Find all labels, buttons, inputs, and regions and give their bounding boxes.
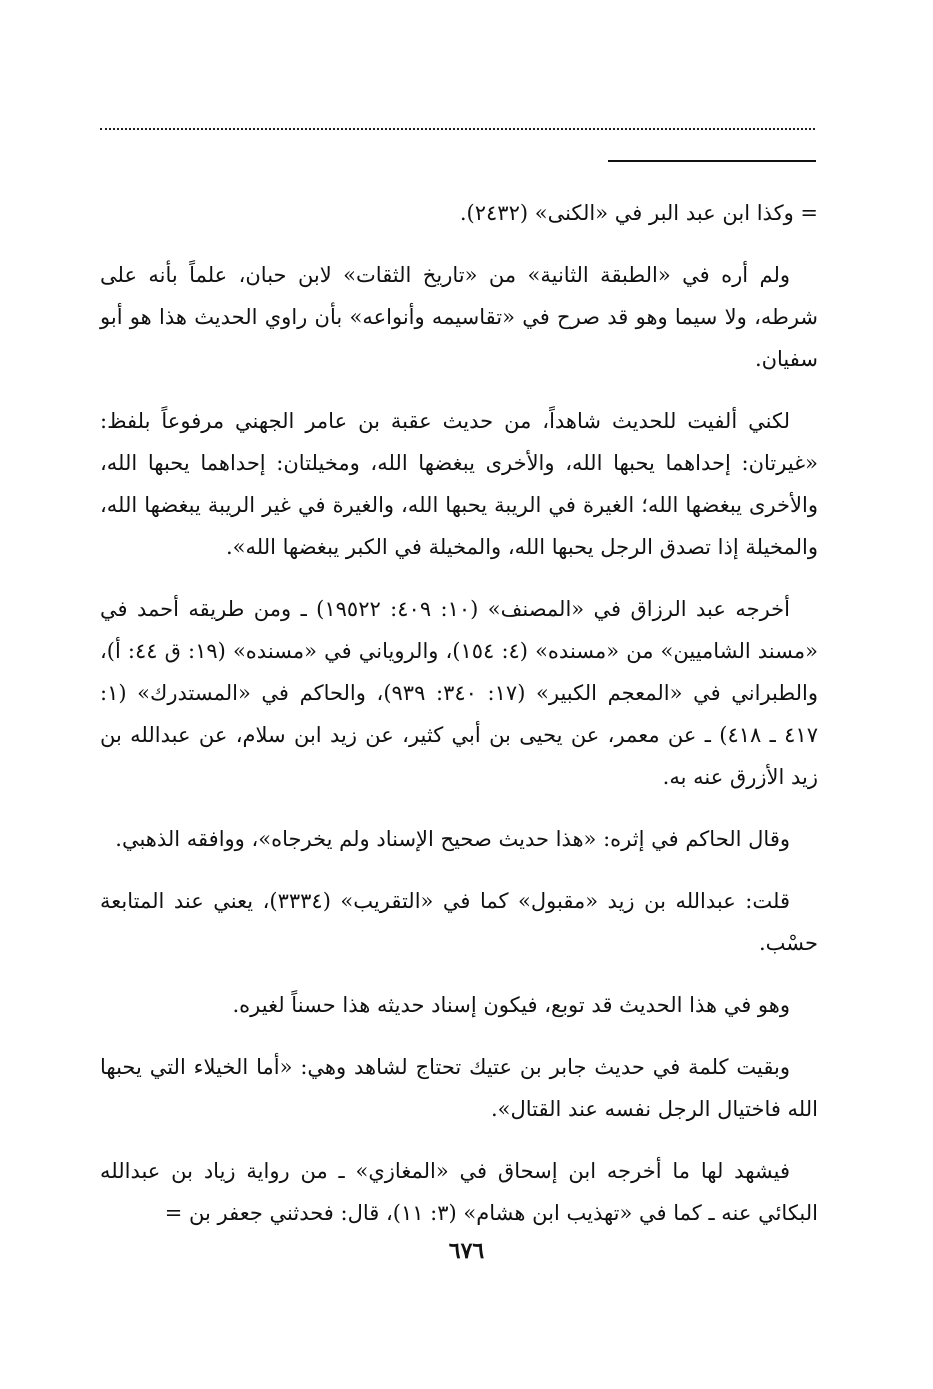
footnote-paragraph-9: فيشهد لها ما أخرجه ابن إسحاق في «المغازي» ـ من رواية زياد بن عبدالله البكائي عنه ـ كما في «تهذيب ابن هشام» (٣: ١١)، قال: فحدثني جعفر بن = xyxy=(100,1159,818,1225)
footnote-text xyxy=(100,192,818,1254)
footnote-paragraph-2: ولم أره في «الطبقة الثانية» من «تاريخ الثقات» لابن حبان، علماً بأنه على شرطه، ولا سيما وهو قد صرح في «تقاسيمه وأنواعه» بأن راوي الحديث هذا هو أبو سفيان. xyxy=(100,263,818,371)
footnote-paragraph-7: وهو في هذا الحديث قد توبع، فيكون إسناد حديثه هذا حسناً لغيره. xyxy=(232,993,790,1017)
footnote-paragraph-1: = وكذا ابن عبد البر في «الكنى» (٢٤٣٢). xyxy=(459,201,818,225)
page-number: ٦٧٦ xyxy=(448,1238,485,1264)
footnote-separator-line xyxy=(608,160,816,162)
footnote-paragraph-6: قلت: عبدالله بن زيد «مقبول» كما في «التقريب» (٣٣٣٤)، يعني عند المتابعة حسْب. xyxy=(100,889,818,955)
footnote-paragraph-8: وبقيت كلمة في حديث جابر بن عتيك تحتاج لشاهد وهي: «أما الخيلاء التي يحبها الله فاختيال الرجل نفسه عند القتال». xyxy=(100,1055,818,1121)
dotted-separator xyxy=(100,128,815,130)
footnote-paragraph-5: وقال الحاكم في إثره: «هذا حديث صحيح الإسناد ولم يخرجاه»، ووافقه الذهبي. xyxy=(115,827,790,851)
footnote-paragraph-3: لكني ألفيت للحديث شاهداً، من حديث عقبة بن عامر الجهني مرفوعاً بلفظ: «غيرتان: إحداهما يحبها الله، والأخرى يبغضها الله، ومخيلتان: إحداهما يحبها الله، والأخرى يبغضها الله؛ الغيرة في الريبة يحبها الله، والغيرة في غير الريبة يبغضها الله، والمخيلة إذا تصدق الرجل يحبها الله، والمخيلة في الكبر يبغضها الله». xyxy=(100,409,818,559)
footnote-paragraph-4: أخرجه عبد الرزاق في «المصنف» (١٠: ٤٠٩: ١٩٥٢٢) ـ ومن طريقه أحمد في «مسند الشاميين» من «مسنده» (٤: ١٥٤)، والروياني في «مسنده» (١٩: ق ٤٤: أ)، والطبراني في «المعجم الكبير» (١٧: ٣٤٠: ٩٣٩)، والحاكم في «المستدرك» (١: ٤١٧ ـ ٤١٨) ـ عن معمر، عن يحيى بن أبي كثير، عن زيد ابن سلام، عن عبدالله بن زيد الأزرق عنه به. xyxy=(100,597,818,789)
